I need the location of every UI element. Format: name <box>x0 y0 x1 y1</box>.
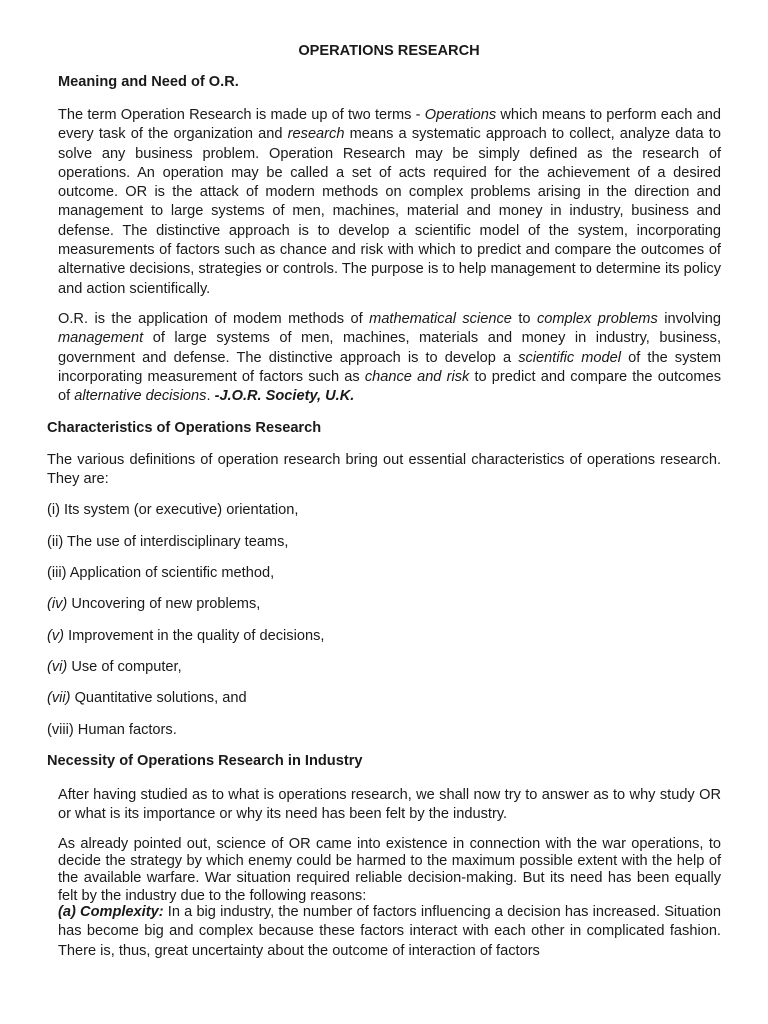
paragraph-complexity <box>58 903 721 961</box>
section-heading-meaning: Meaning and Need of O.R. <box>58 74 239 90</box>
list-item-number: (v) <box>47 628 65 644</box>
emphasis-run: complex problems <box>536 311 658 327</box>
paragraph-characteristics-intro: The various definitions of operation research bring out essential characteristics of operations research. They are: <box>47 452 721 488</box>
emphasis-run: management <box>58 330 144 347</box>
list-item-text: Use of computer, <box>67 659 182 675</box>
list-item-text: Human factors. <box>73 722 177 738</box>
paragraph-necessity-2: As already pointed out, science of OR came into existence in connection with the war operations, to decide the strategy by which enemy could be harmed to the maximum possible extent with the help of the available warfare. War situation required reliable decision-making. But its need has been equally felt by the industry due to the following reasons: <box>58 836 721 904</box>
list-item-number: (ii) <box>47 534 64 550</box>
list-item-text: Uncovering of new problems, <box>67 596 261 612</box>
list-item <box>47 596 260 612</box>
list-item-number: (vi) <box>47 659 68 675</box>
emphasis-run: alternative decisions <box>74 388 207 405</box>
paragraph-necessity-1: After having studied as to what is operations research, we shall now try to answer as to why study OR or what is its importance or why its need has been felt by the industry. <box>58 787 721 823</box>
list-item-number: (i) <box>47 502 60 518</box>
list-item-text: Quantitative solutions, and <box>70 690 247 706</box>
complexity-text: In a big industry, the number of factors influencing a decision has increased. Situation has become big and complex because these factors interact with each other in complicated fashion. There is, thus, great uncertainty about the outcome of interaction of factors <box>58 904 721 959</box>
section-heading-characteristics: Characteristics of Operations Research <box>47 420 322 436</box>
list-item-text: Its system (or executive) orientation, <box>59 502 299 518</box>
list-item-number: (vii) <box>47 690 71 706</box>
emphasis-run: scientific model <box>518 349 622 366</box>
list-item-number: (iv) <box>47 596 68 612</box>
emphasis-run: research <box>287 126 345 143</box>
list-item <box>47 628 324 644</box>
list-item-text: The use of interdisciplinary teams, <box>63 534 289 550</box>
page-title: OPERATIONS RESEARCH <box>298 43 480 59</box>
emphasis-run: chance and risk <box>364 368 470 385</box>
section-heading-necessity: Necessity of Operations Research in Industry <box>47 753 363 769</box>
list-item <box>47 565 274 581</box>
emphasis-run: mathematical science <box>369 311 512 327</box>
emphasis-run: -J.O.R. Society, U.K. <box>214 388 355 405</box>
list-item-text: Improvement in the quality of decisions, <box>64 628 325 644</box>
paragraph-meaning-1: The term Operation Research is made up of two terms - Operations which means to perform each and every task of the organization and research means a systematic approach to collect, analyze data to solve any business problem. Operation Research may be simply defined as the research of operations. An operation may be called a set of acts required for the achievement of a desired outcome. OR is the attack of modern methods on complex problems arising in the direction and management to large systems of men, machines, material and money in industry, business and defense. The distinctive approach is to develop a scientific model of the system, incorporating measurements of factors such as chance and risk with which to predict and compare the outcomes of alternative decisions, strategies or controls. The purpose is to help management to determine its policy and action scientifically. <box>58 107 721 297</box>
list-item-text: Application of scientific method, <box>66 565 275 581</box>
complexity-label: (a) Complexity: <box>58 904 164 920</box>
list-item <box>47 659 182 675</box>
emphasis-run: Operations <box>424 107 497 123</box>
list-item <box>47 690 247 706</box>
list-item <box>47 534 288 550</box>
list-item <box>47 722 177 738</box>
list-item-number: (iii) <box>47 565 67 581</box>
list-item-number: (viii) <box>47 722 74 738</box>
paragraph-meaning-2: O.R. is the application of modem methods of mathematical science to complex problems involving management of large systems of men, machines, materials and money in industry, business, government and defense. The distinctive approach is to develop a scientific model of the system incorporating measurement of factors such as chance and risk to predict and compare the outcomes of alternative decisions. -J.O.R. Society, U.K. <box>58 311 722 405</box>
list-item <box>47 502 298 518</box>
